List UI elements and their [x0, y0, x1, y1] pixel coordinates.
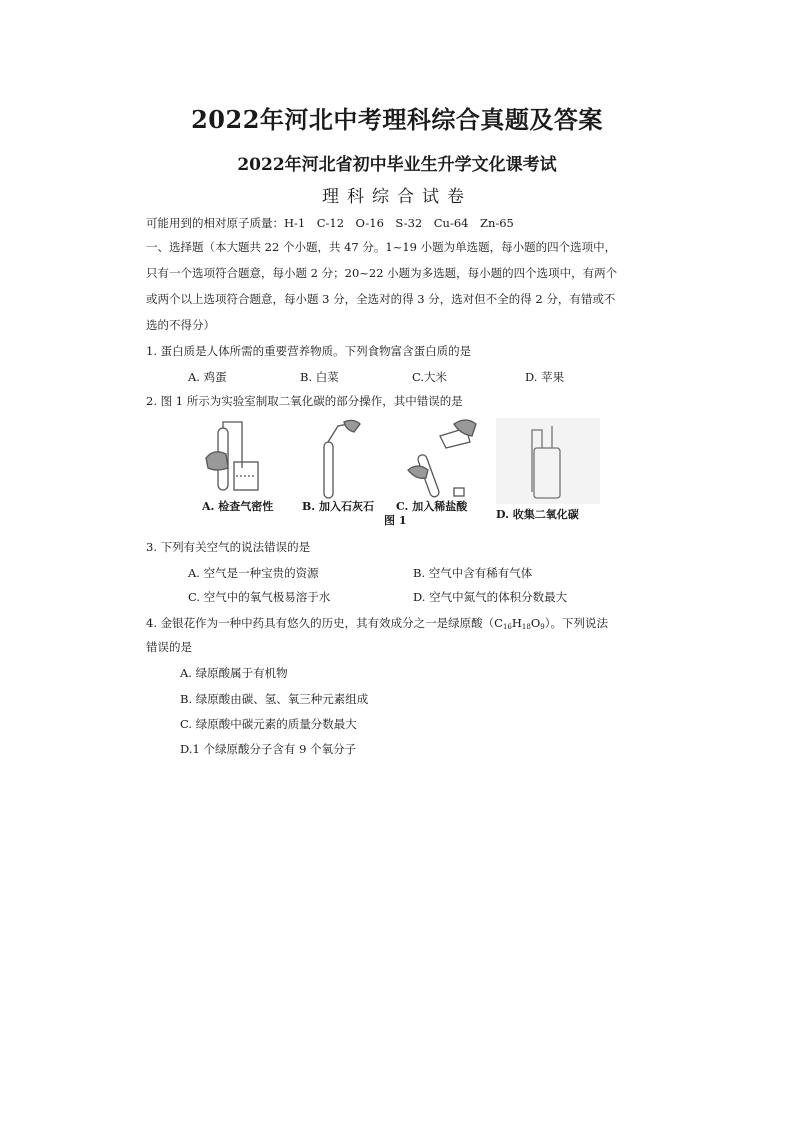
q2-stem: 2. 图 1 所示为实验室制取二氧化碳的部分操作，其中错误的是	[146, 394, 463, 408]
q1-option-a: A. 鸡蛋	[188, 370, 227, 384]
stopper-c	[454, 488, 464, 496]
q4-option-a: A. 绿原酸属于有机物	[180, 666, 288, 680]
hand-c	[454, 420, 476, 436]
q1-option-c: C.大米	[412, 370, 448, 384]
figure-1	[196, 418, 600, 528]
section1-line: 一、选择题（本大题共 22 个小题，共 47 分。1~19 小题为单选题，每小题的四个选项中，	[146, 240, 617, 254]
formula-c-count: 16	[502, 623, 512, 631]
formula-o-count: 9	[540, 623, 545, 631]
hand-b	[344, 420, 360, 432]
q4-option-d: D.1 个绿原酸分子含有 9 个氧分子	[180, 742, 357, 756]
page-title: 2022年河北中考理科综合真题及答案	[191, 105, 603, 134]
paper-name: 理科综合试卷	[322, 187, 472, 207]
figure-label-d: D. 收集二氧化碳	[496, 508, 579, 521]
q4-stem-line1	[146, 616, 608, 634]
q1-option-b: B. 白菜	[300, 370, 339, 384]
section1-line: 只有一个选项符合题意，每小题 2 分；20~22 小题为多选题，每小题的四个选项中，有两个	[146, 266, 618, 280]
formula-o-symbol: O	[530, 616, 541, 630]
hand-c2	[408, 466, 428, 478]
q4-stem-line2: 错误的是	[146, 640, 192, 654]
q4-stem-pre: 4. 金银花作为一种中药具有悠久的历史，其有效成分之一是绿原酸（C	[146, 616, 503, 630]
atomic-masses: 可能用到的相对原子质量：H-1 C-12 O-16 S-32 Cu-64 Zn-65	[146, 216, 514, 230]
q3-stem: 3. 下列有关空气的说法错误的是	[146, 540, 311, 554]
q3-option-b: B. 空气中含有稀有气体	[413, 566, 533, 580]
q1-stem: 1. 蛋白质是人体所需的重要营养物质。下列食物富含蛋白质的是	[146, 344, 472, 358]
figure-label-b: B. 加入石灰石	[302, 500, 374, 513]
section1-line: 或两个以上选项符合题意，每小题 3 分，全选对的得 3 分，选对但不全的得 2 分，有错或不	[146, 292, 616, 306]
figure-label-c: C. 加入稀盐酸	[396, 500, 468, 513]
tweezers-b	[328, 424, 348, 442]
figure-label-a: A. 检查气密性	[202, 500, 274, 513]
q3-option-a: A. 空气是一种宝贵的资源	[188, 566, 319, 580]
test-tube-b	[324, 442, 333, 498]
section1-line: 选的不得分）	[146, 318, 215, 332]
q3-option-c: C. 空气中的氧气极易溶于水	[188, 590, 331, 604]
formula-h-count: 18	[521, 623, 531, 631]
q4-option-b: B. 绿原酸由碳、氢、氧三种元素组成	[180, 692, 369, 706]
q4-option-c: C. 绿原酸中碳元素的质量分数最大	[180, 717, 357, 731]
exam-subtitle: 2022年河北省初中毕业生升学文化课考试	[237, 155, 557, 175]
figure-caption: 图 1	[384, 514, 407, 527]
hand-a	[206, 452, 228, 470]
q4-stem-post: ）。下列说法	[544, 616, 608, 630]
formula-h-symbol: H	[511, 616, 522, 630]
q3-option-d: D. 空气中氮气的体积分数最大	[413, 590, 568, 604]
q1-option-d: D. 苹果	[525, 370, 565, 384]
